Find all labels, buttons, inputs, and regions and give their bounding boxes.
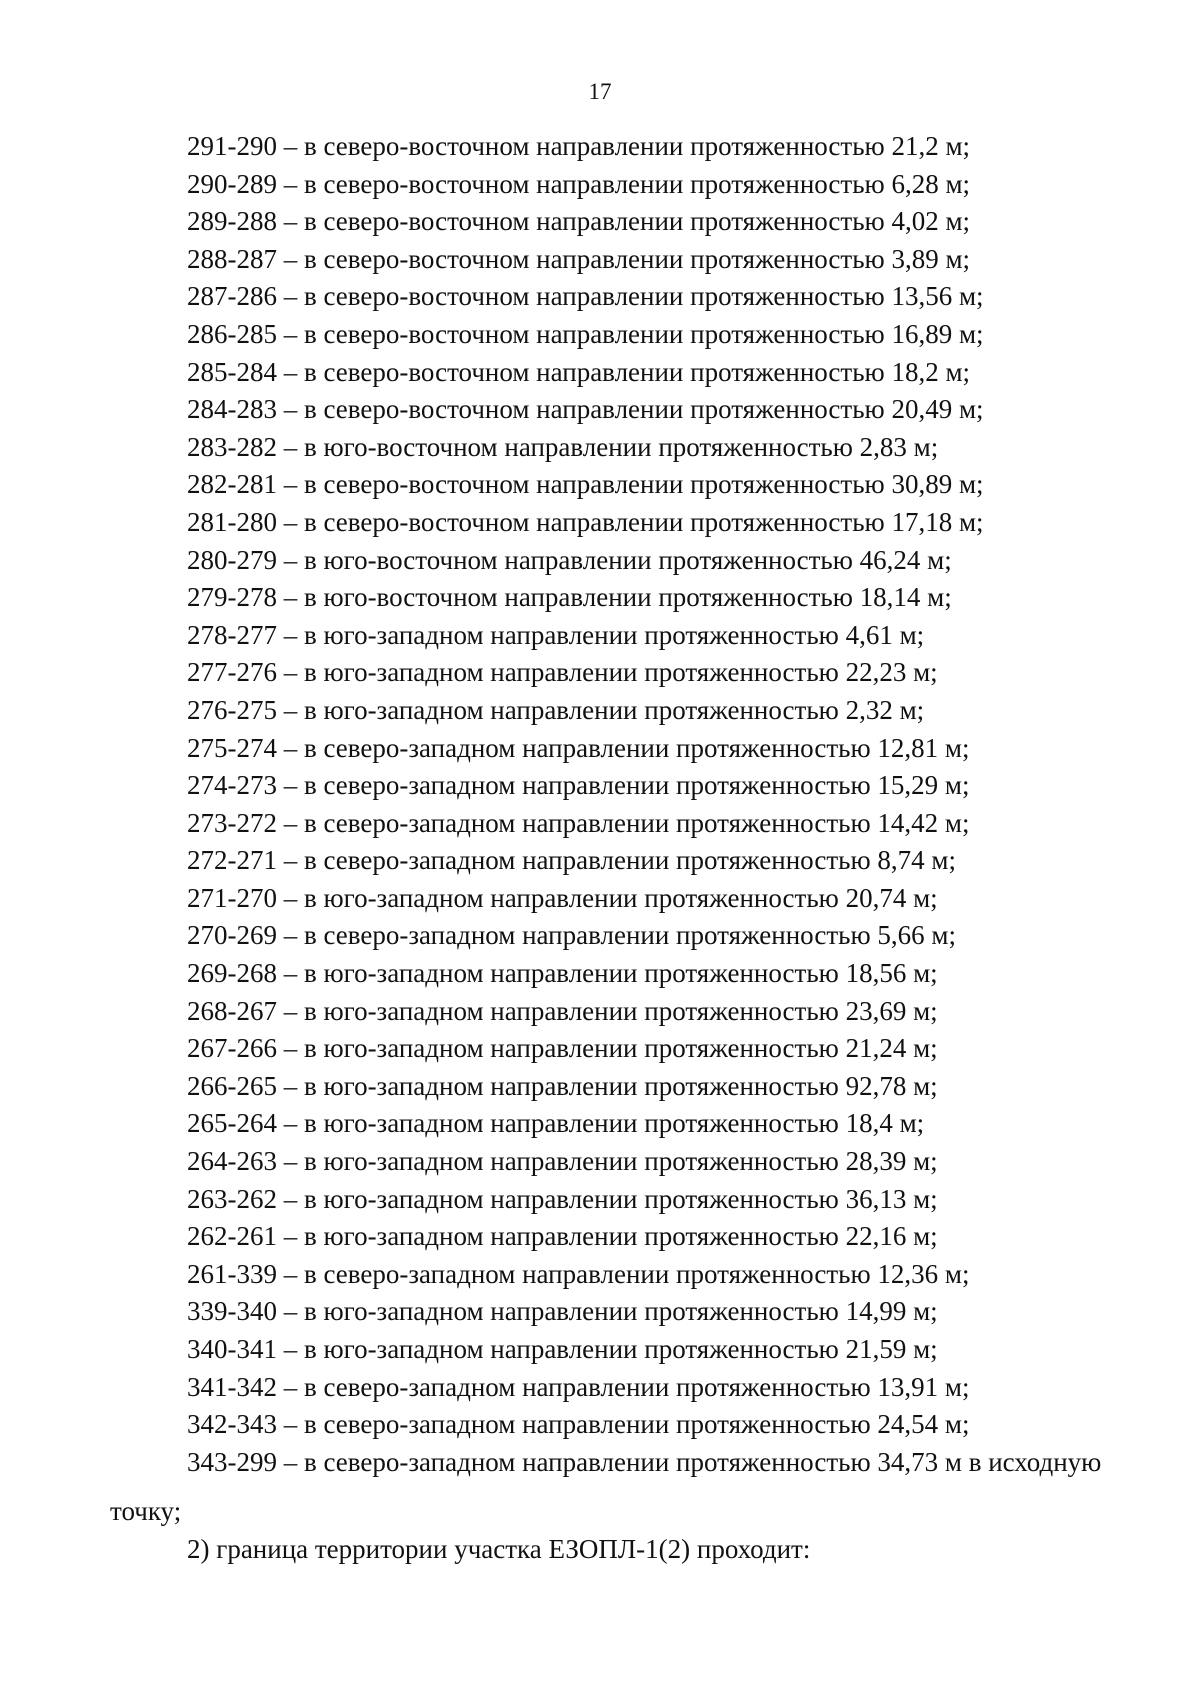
segment-line: 283-282 – в юго-восточном направлении протяженностью 2,83 м;	[187, 431, 939, 462]
segment-line: 286-285 – в северо-восточном направлении протяженностью 16,89 м;	[187, 318, 984, 349]
segment-line: 266-265 – в юго-западном направлении протяженностью 92,78 м;	[187, 1070, 938, 1101]
wrapped-line-tail: точку;	[110, 1496, 182, 1526]
segment-line: 261-339 – в северо-западном направлении протяженностью 12,36 м;	[187, 1258, 970, 1289]
segment-line: 285-284 – в северо-восточном направлении протяженностью 18,2 м;	[187, 356, 971, 387]
segment-line: 287-286 – в северо-восточном направлении протяженностью 13,56 м;	[187, 281, 984, 312]
segment-line: 288-287 – в северо-восточном направлении протяженностью 3,89 м;	[187, 243, 971, 274]
segment-line: 341-342 – в северо-западном направлении протяженностью 13,91 м;	[187, 1371, 970, 1402]
segment-line: 265-264 – в юго-западном направлении протяженностью 18,4 м;	[187, 1108, 925, 1139]
segment-line: 269-268 – в юго-западном направлении протяженностью 18,56 м;	[187, 958, 938, 989]
segment-line: 275-274 – в северо-западном направлении протяженностью 12,81 м;	[187, 732, 970, 763]
segment-line: 276-275 – в юго-западном направлении протяженностью 2,32 м;	[187, 694, 925, 725]
segment-line: 291-290 – в северо-восточном направлении протяженностью 21,2 м;	[187, 131, 971, 161]
segment-line: 340-341 – в юго-западном направлении протяженностью 21,59 м;	[187, 1334, 938, 1364]
segment-line: 342-343 – в северо-западном направлении протяженностью 24,54 м;	[187, 1409, 970, 1440]
segment-line: 270-269 – в северо-западном направлении протяженностью 5,66 м;	[187, 920, 956, 951]
segment-line: 277-276 – в юго-западном направлении протяженностью 22,23 м;	[187, 657, 938, 688]
segment-line: 264-263 – в юго-западном направлении протяженностью 28,39 м;	[187, 1146, 938, 1177]
segment-line: 278-277 – в юго-западном направлении протяженностью 4,61 м;	[187, 619, 925, 650]
segment-line: 279-278 – в юго-восточном направлении протяженностью 18,14 м;	[187, 582, 952, 613]
segment-line: 339-340 – в юго-западном направлении протяженностью 14,99 м;	[187, 1296, 938, 1327]
segment-line: 343-299 – в северо-западном направлении протяженностью 34,73 м в исходную	[187, 1446, 1102, 1477]
segment-line: 280-279 – в юго-восточном направлении протяженностью 46,24 м;	[187, 544, 952, 575]
segment-line: 274-273 – в северо-западном направлении протяженностью 15,29 м;	[187, 770, 970, 801]
segment-line: 281-280 – в северо-восточном направлении протяженностью 17,18 м;	[187, 506, 984, 537]
page-number: 17	[588, 79, 612, 104]
segment-line: 289-288 – в северо-восточном направлении протяженностью 4,02 м;	[187, 206, 971, 237]
boundary-segment-list	[0, 128, 1200, 1481]
segment-line: 290-289 – в северо-восточном направлении протяженностью 6,28 м;	[187, 168, 971, 199]
segment-line: 271-270 – в юго-западном направлении протяженностью 20,74 м;	[187, 882, 938, 913]
segment-line: 268-267 – в юго-западном направлении протяженностью 23,69 м;	[187, 995, 938, 1026]
segment-line: 267-266 – в юго-западном направлении протяженностью 21,24 м;	[187, 1033, 938, 1064]
segment-line: 282-281 – в северо-восточном направлении протяженностью 30,89 м;	[187, 469, 984, 500]
section-heading: 2) граница территории участка ЕЗОПЛ-1(2) проходит:	[187, 1534, 811, 1564]
segment-line: 263-262 – в юго-западном направлении протяженностью 36,13 м;	[187, 1183, 938, 1214]
segment-line: 262-261 – в юго-западном направлении протяженностью 22,16 м;	[187, 1221, 938, 1252]
segment-line: 272-271 – в северо-западном направлении протяженностью 8,74 м;	[187, 845, 956, 876]
segment-line: 273-272 – в северо-западном направлении протяженностью 14,42 м;	[187, 807, 970, 838]
segment-line: 284-283 – в северо-восточном направлении протяженностью 20,49 м;	[187, 394, 984, 425]
